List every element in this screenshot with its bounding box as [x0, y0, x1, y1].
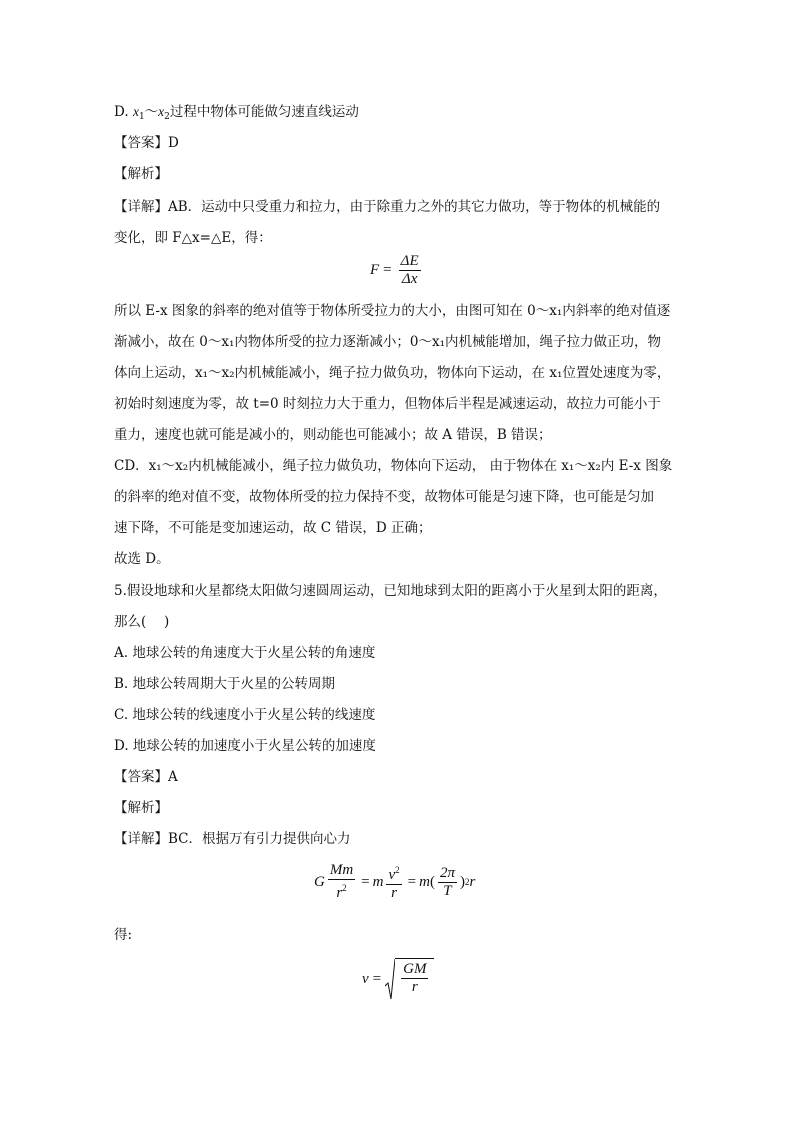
q5-stem-line-2: 那么( ) — [114, 614, 170, 630]
q4-para-line: 体向上运动，x₁～x₂内机械能减小，绳子拉力做负功，物体向下运动，在 x₁位置处速度为零， — [114, 365, 671, 381]
sqrt-sign-icon — [385, 958, 395, 1000]
q4-para-line: 速下降，不可能是变加速运动，故 C 错误，D 正确； — [114, 520, 432, 536]
q4-conclusion: 故选 D。 — [114, 551, 170, 567]
q4-detail-line-1: 【详解】AB．运动中只受重力和拉力，由于除重力之外的其它力做功，等于物体的机械能的 — [114, 199, 661, 215]
q5-detail-line-1: 【详解】BC．根据万有引力提供向心力 — [114, 831, 351, 847]
q5-analysis-heading: 【解析】 — [114, 800, 168, 816]
q5-option-d: D. 地球公转的加速度小于火星公转的加速度 — [114, 738, 376, 754]
q5-stem-line-1: 5.假设地球和火星都绕太阳做匀速圆周运动，已知地球到太阳的距离小于火星到太阳的距离， — [114, 583, 667, 599]
q4-para-line: CD．x₁～x₂内机械能减小，绳子拉力做负功，物体向下运动， 由于物体在 x₁～x₂内 E-x 图象 — [114, 458, 673, 474]
q4-detail-line-2: 变化，即 F△x=△E，得： — [114, 230, 272, 246]
q4-para-line: 渐减小，故在 0～x₁内物体所受的拉力逐渐减小；0～x₁内机械能增加，绳子拉力做正功，物 — [114, 334, 662, 350]
q4-para-line: 重力，速度也就可能是减小的，则动能也可能减小；故 A 错误，B 错误； — [114, 427, 552, 443]
q5-option-a: A. 地球公转的角速度大于火星公转的角速度 — [114, 645, 376, 661]
q5-formula-velocity: v = $\frac{GM}{r}$ — [362, 958, 434, 1000]
q4-para-line: 初始时刻速度为零，故 t=0 时刻拉力大于重力，但物体后半程是减速运动，故拉力可能小于 — [114, 396, 661, 412]
q5-answer: 【答案】A — [114, 769, 178, 785]
q5-formula-gravitation: G $\frac{Mm}{r^2}$ = m $\frac{v^2}{r}$ = m ( $\frac{2\pi}{T}$ ) 2 r — [314, 862, 476, 901]
q4-para-line: 所以 E-x 图象的斜率的绝对值等于物体所受拉力的大小，由图可知在 0～x₁内斜率的绝对值逐 — [114, 303, 671, 319]
q4-option-d: D. $x_1\sim x_2$过程中物体可能做匀速直线运动 — [114, 104, 359, 122]
q4-analysis-heading: 【解析】 — [114, 166, 168, 182]
q5-option-c: C. 地球公转的线速度小于火星公转的线速度 — [114, 707, 376, 723]
q4-formula-force: F = $\frac{\Delta E}{\Delta x}$ — [370, 253, 419, 287]
q5-option-b: B. 地球公转周期大于火星的公转周期 — [114, 676, 336, 692]
q4-para-line: 的斜率的绝对值不变，故物体所受的拉力保持不变，故物体可能是匀速下降，也可能是匀加 — [114, 489, 654, 505]
q5-de-label: 得: — [114, 927, 133, 943]
q4-answer: 【答案】D — [114, 135, 179, 151]
